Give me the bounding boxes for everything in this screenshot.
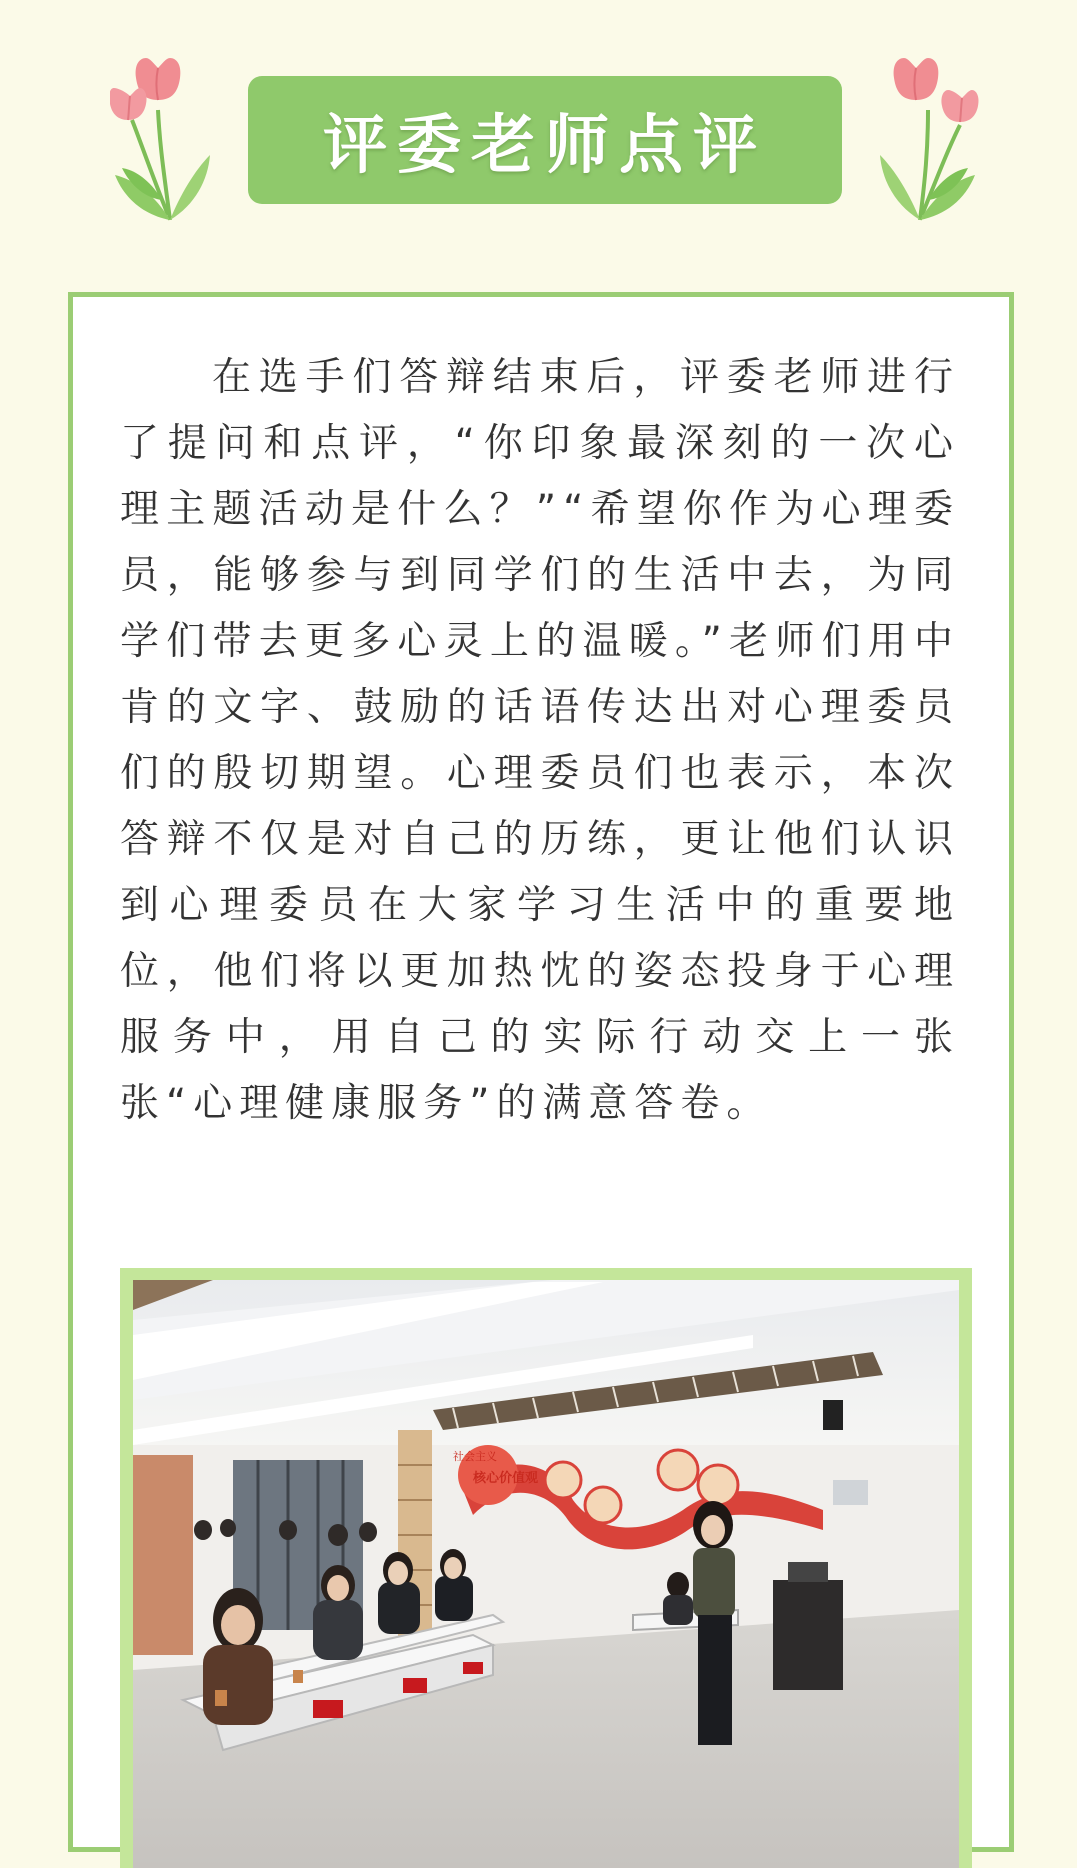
table-sign	[403, 1678, 427, 1693]
tulip-right-icon	[870, 50, 980, 230]
tulip-left-icon	[110, 50, 220, 230]
photo-frame	[120, 1268, 972, 1868]
event-photo	[133, 1280, 959, 1868]
content-card	[68, 292, 1014, 1852]
table-sign	[313, 1700, 343, 1718]
section-title-badge	[248, 76, 842, 204]
wall-title-line2: 核心价值观	[473, 1471, 539, 1486]
wall-title-line1: 社会主义	[453, 1450, 497, 1463]
body-paragraph: 在选手们答辩结束后，评委老师进行了提问和点评，“你印象最深刻的一次心理主题活动是什么？”“希望你作为心理委员，能够参与到同学们的生活中去，为同学们带去更多心灵上的温暖。”老师们用中肯的文字、鼓励的话语传达出对心理委员们的殷切期望。心理委员们也表示，本次答辩不仅是对自己的历练，更让他们认识到心理委员在大家学习生活中的重要地位，他们将以更加热忱的姿态投身于心理服务中，用自己的实际行动交上一张张“心理健康服务”的满意答卷。	[120, 355, 960, 1126]
table-sign	[463, 1662, 483, 1674]
page-title: 评委老师点评	[323, 109, 767, 183]
